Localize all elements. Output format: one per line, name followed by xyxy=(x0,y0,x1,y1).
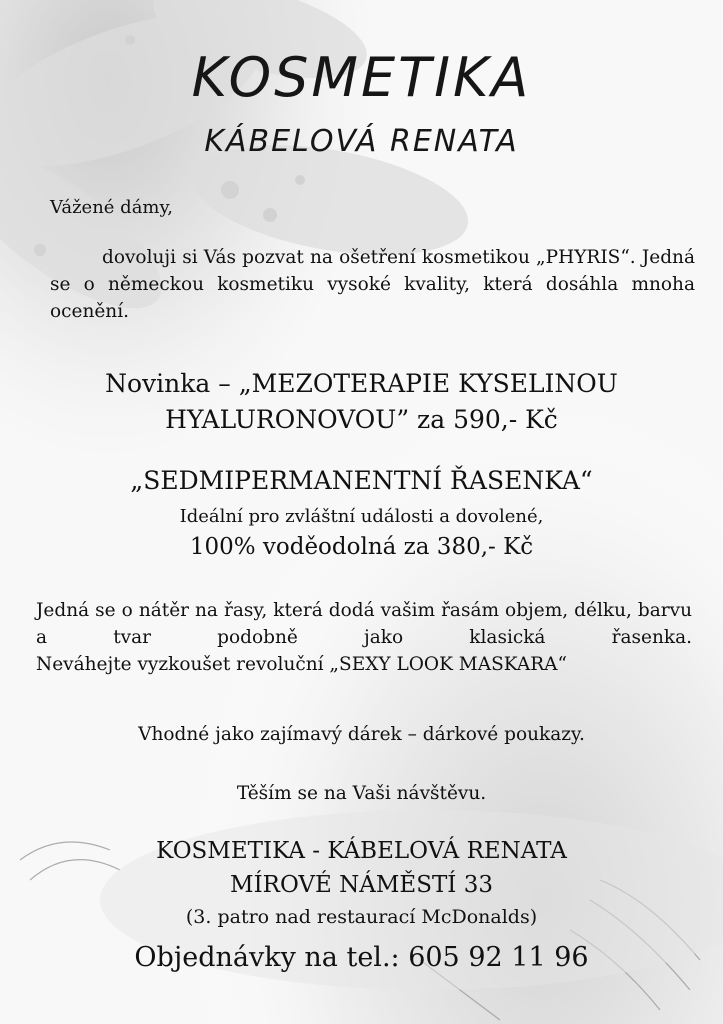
mascara-paragraph xyxy=(36,597,692,678)
contact-name: KOSMETIKA - KÁBELOVÁ RENATA xyxy=(156,838,567,864)
greeting: Vážené dámy, xyxy=(50,197,174,218)
contact-street: MÍROVÉ NÁMĚSTÍ 33 xyxy=(230,872,493,898)
closing-text: Těším se na Vaši návštěvu. xyxy=(236,783,487,804)
mascara-paragraph-main: Jedná se o nátěr na řasy, která dodá vašim řasám objem, délku, barvu a tvar podobně jako klasická řasenka. xyxy=(36,600,692,648)
contact-floor: (3. patro nad restaurací McDonalds) xyxy=(185,906,538,928)
offer-mascara-title: „SEDMIPERMANENTNÍ ŘASENKA“ xyxy=(130,466,593,495)
offer-mascara-price: 100% voděodolná za 380,- Kč xyxy=(189,534,534,560)
intro-paragraph: dovoluji si Vás pozvat na ošetření kosmetikou „PHYRIS“. Jedná se o německou kosmetiku vysoké kvality, která dosáhla mnoha ocenění. xyxy=(50,247,695,322)
offer-novinka xyxy=(0,366,723,438)
contact-phone: Objednávky na tel.: 605 92 11 96 xyxy=(134,942,589,973)
offer-novinka-line1: Novinka – „MEZOTERAPIE KYSELINOU xyxy=(105,369,618,398)
mascara-paragraph-last: Neváhejte vyzkoušet revoluční „SEXY LOOK MASKARA“ xyxy=(36,654,567,675)
gift-voucher-text: Vhodné jako zajímavý dárek – dárkové poukazy. xyxy=(138,724,585,745)
page-subtitle: KÁBELOVÁ RENATA xyxy=(204,124,519,159)
page-title: KOSMETIKA xyxy=(191,46,532,109)
offer-novinka-line2: HYALURONOVOU” za 590,- Kč xyxy=(165,405,558,434)
offer-mascara-description: Ideální pro zvláštní události a dovolené, xyxy=(179,506,544,527)
